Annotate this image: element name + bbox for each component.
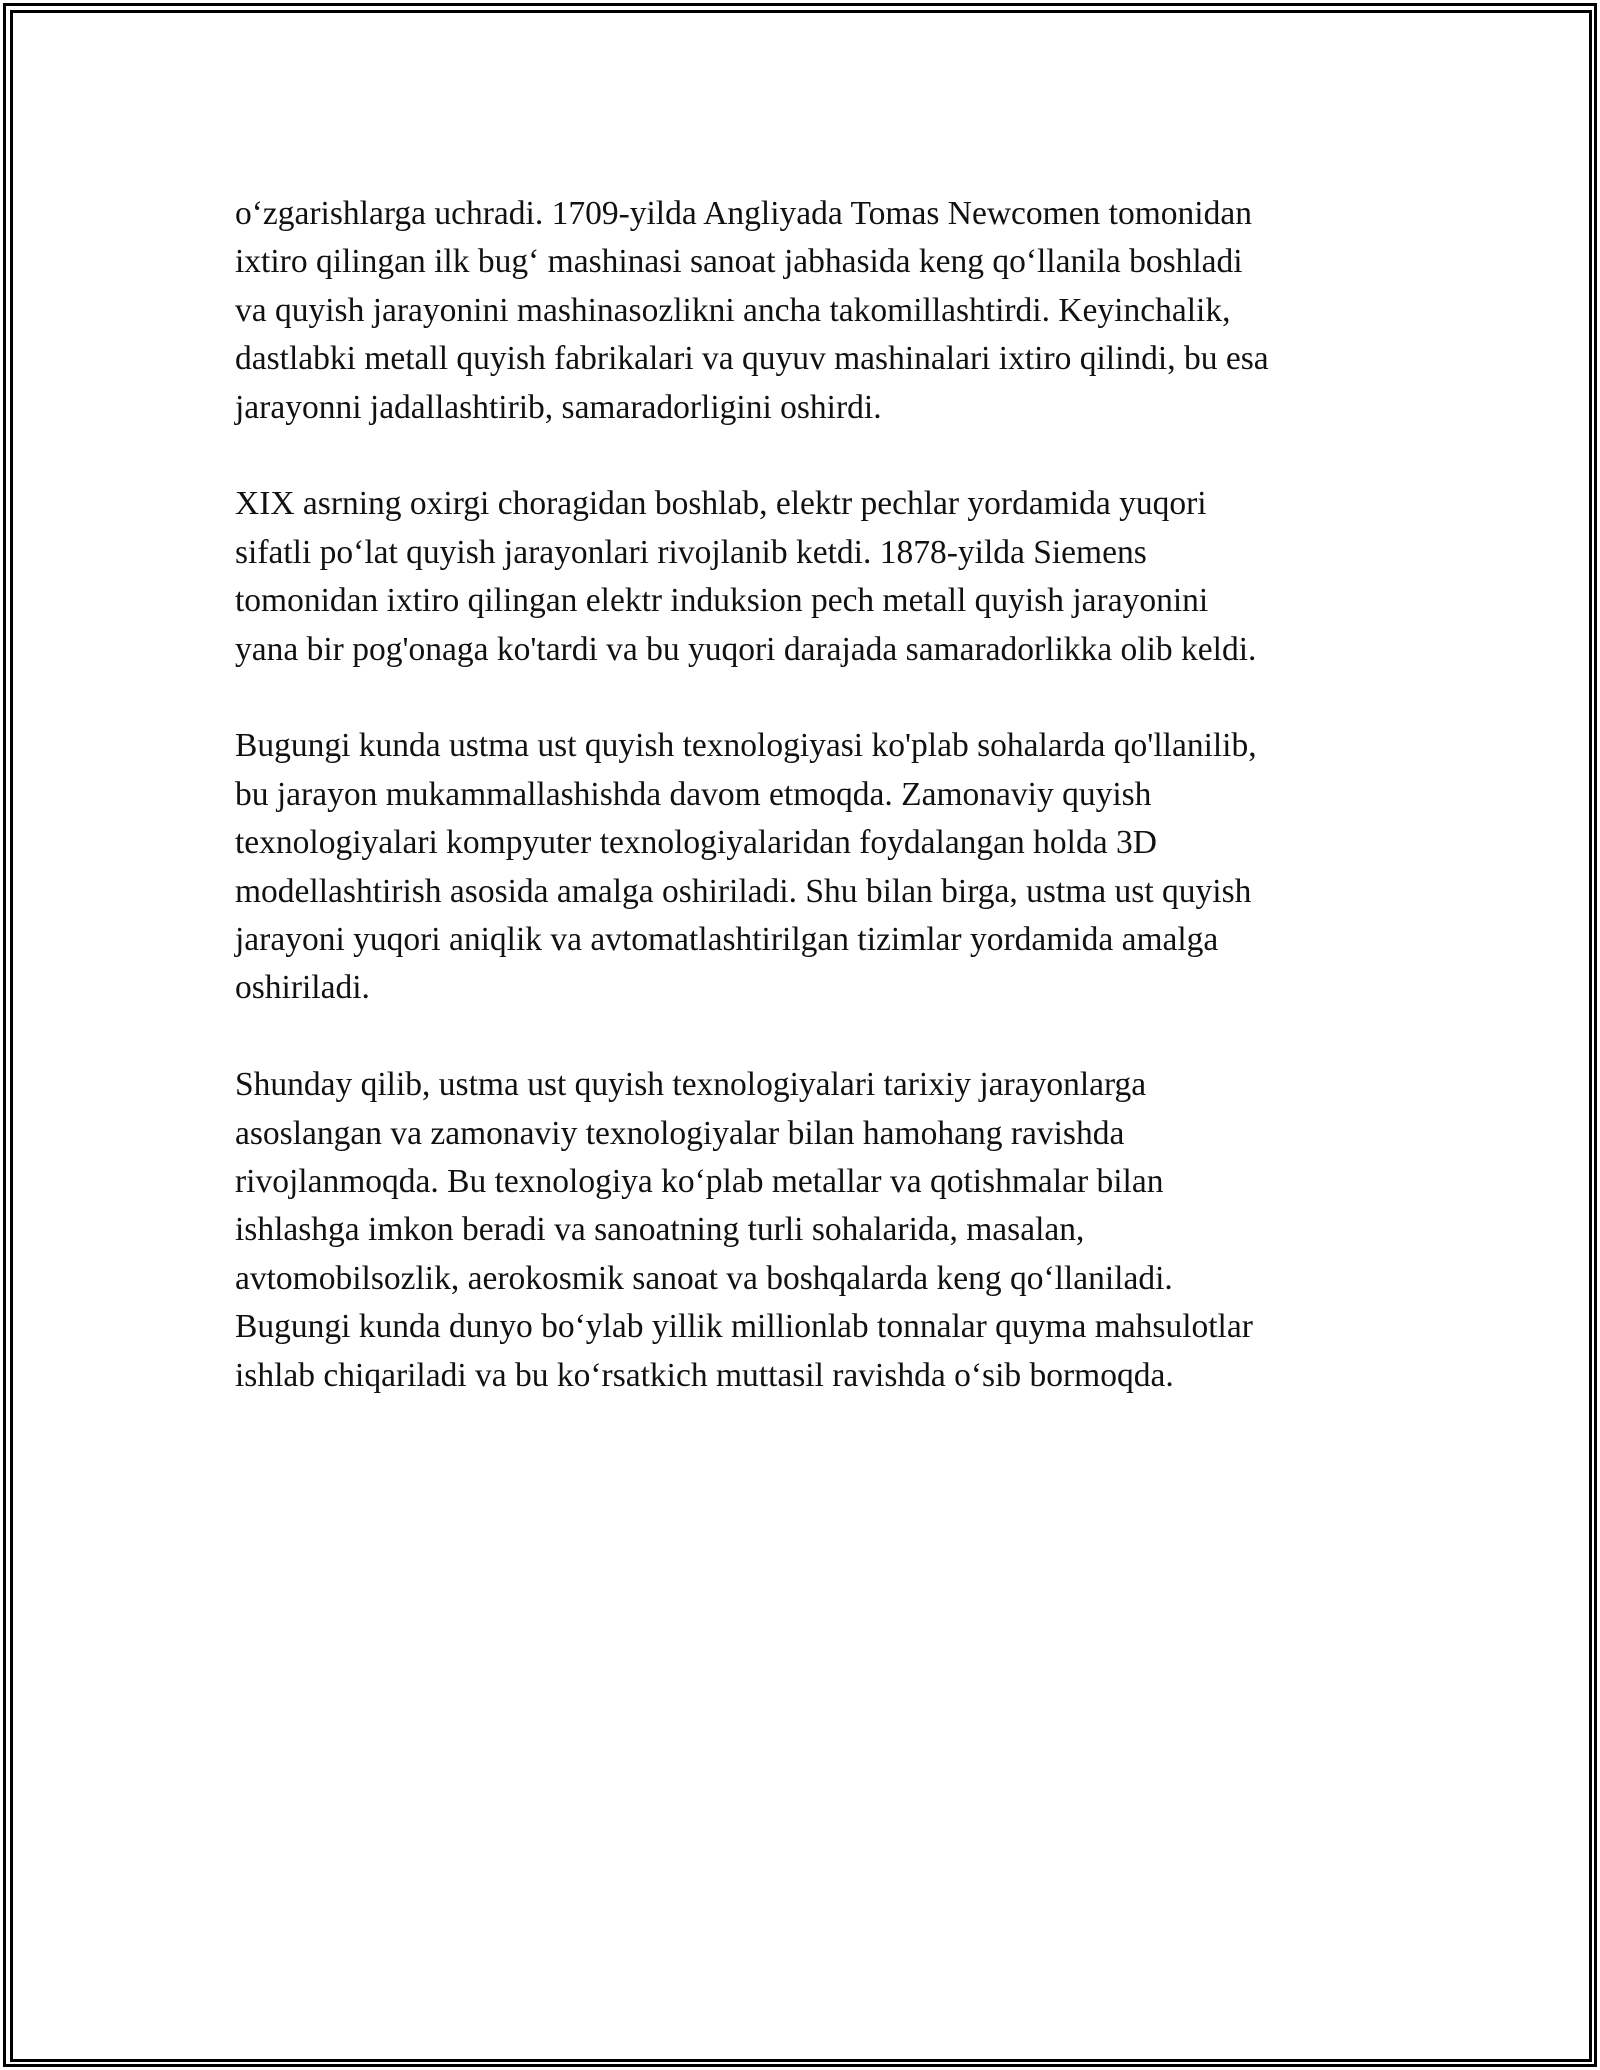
paragraph-2: XIX asrning oxirgi choragidan boshlab, elektr pechlar yordamida yuqori sifatli po‘lat quyish jarayonlari rivojlanib ketdi. 1878-yilda Siemens tomonidan ixtiro qilingan elektr induksion pech metall quyish jarayonini yana bir pog'onaga ko'tardi va bu yuqori darajada samaradorlikka olib keldi.: [235, 485, 1257, 668]
paragraph-1: o‘zgarishlarga uchradi. 1709-yilda Angliyada Tomas Newcomen tomonidan ixtiro qilingan ilk bug‘ mashinasi sanoat jabhasida keng qo‘llanila boshladi va quyish jarayonini mashinasozlikni ancha takomillashtirdi. Keyinchalik, dastlabki metall quyish fabrikalari va quyuv mashinalari ixtiro qilindi, bu esa jarayonni jadallashtirib, samaradorligini oshirdi.: [235, 195, 1269, 426]
paragraph-4: Shunday qilib, ustma ust quyish texnologiyalari tarixiy jarayonlarga asoslangan va zamonaviy texnologiyalar bilan hamohang ravishda rivojlanmoqda. Bu texnologiya ko‘plab metallar va qotishmalar bilan ishlashga imkon beradi va sanoatning turli sohalarida, masalan, avtomobilsozlik, aerokosmik sanoat va boshqalarda keng qo‘llaniladi. Bugungi kunda dunyo bo‘ylab yillik millionlab tonnalar quyma mahsulotlar ishlab chiqariladi va bu ko‘rsatkich muttasil ravishda o‘sib bormoqda.: [235, 1066, 1253, 1394]
paragraph-3: Bugungi kunda ustma ust quyish texnologiyasi ko'plab sohalarda qo'llanilib, bu jarayon mukammallashishda davom etmoqda. Zamonaviy quyish texnologiyalari kompyuter texnologiyalaridan foydalangan holda 3D modellashtirish asosida amalga oshiriladi. Shu bilan birga, ustma ust quyish jarayoni yuqori aniqlik va avtomatlashtirilgan tizimlar yordamida amalga oshiriladi.: [235, 727, 1257, 1007]
document-body: [235, 190, 1375, 1449]
